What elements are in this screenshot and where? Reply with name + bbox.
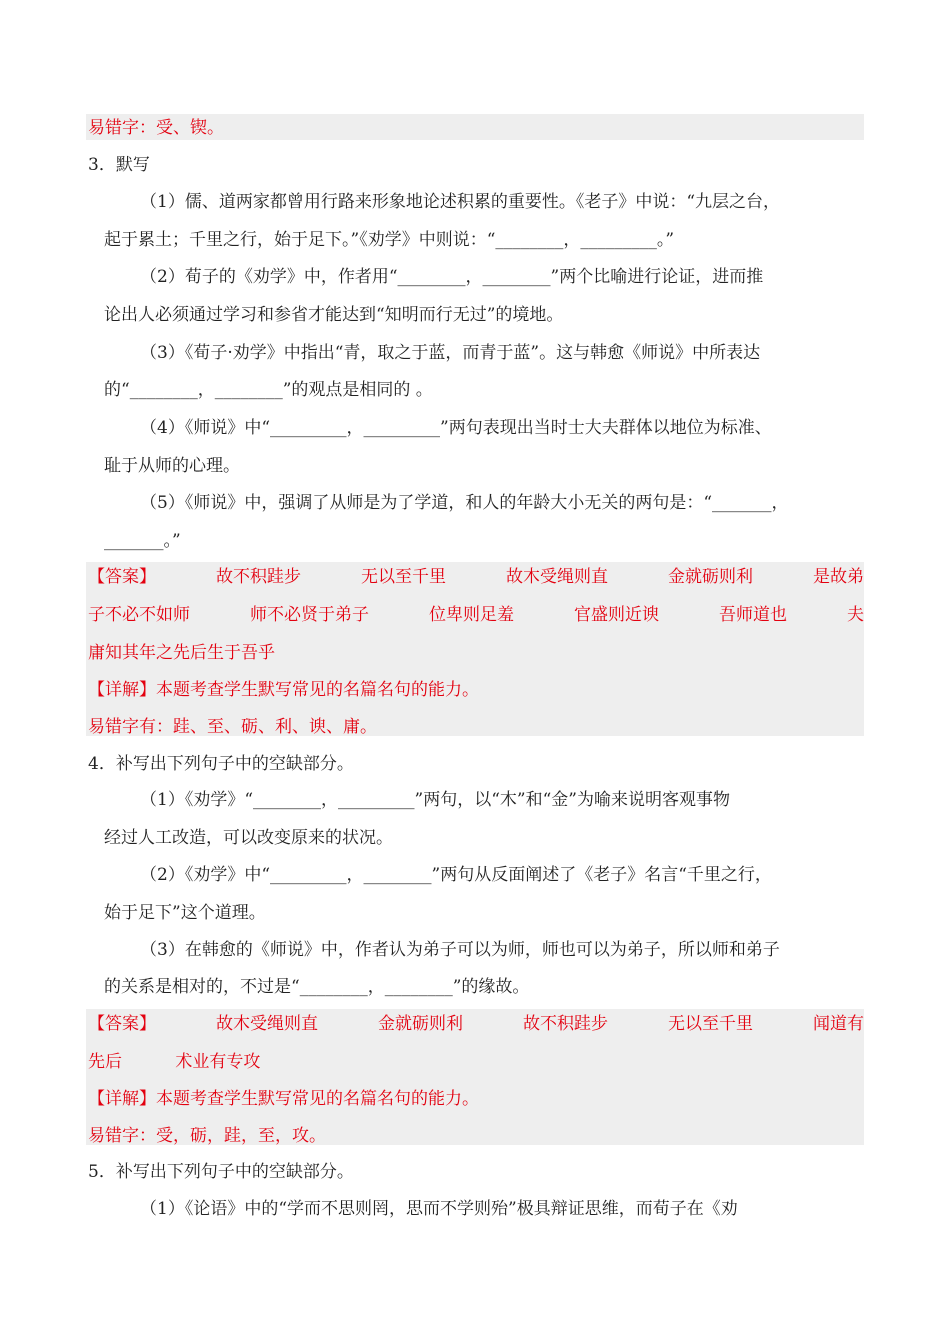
- answer-phrase: 是故弟: [813, 567, 864, 587]
- q3-item2-line2: 论出人必须通过学习和参省才能达到“知明而行无过”的境地。: [104, 305, 564, 325]
- q3-answer-line3: 庸知其年之先后生于吾乎: [88, 643, 275, 663]
- answer-phrase: 子不必不如师: [88, 605, 190, 625]
- q4-answer-line1: [88, 1012, 864, 1036]
- q4-item3-line2: 的关系是相对的，不过是“________，________”的缘故。: [104, 977, 530, 997]
- answer-phrase: 闻道有: [813, 1014, 864, 1034]
- q3-item4-line1: （4）《师说》中“_________，_________”两句表现出当时士大夫群体以地位为标准、: [140, 418, 772, 438]
- q4-item2-line2: 始于足下”这个道理。: [104, 903, 266, 923]
- q4-item1-line2: 经过人工改造，可以改变原来的状况。: [104, 828, 393, 848]
- q3-item5-line1: （5）《师说》中，强调了从师是为了学道，和人的年龄大小无关的两句是：“_______，: [140, 493, 789, 513]
- q5-title: 5．补写出下列句子中的空缺部分。: [88, 1162, 354, 1182]
- answer-phrase: 故木受绳则直: [216, 1014, 318, 1034]
- q3-item3-line2: 的“________，________”的观点是相同的 。: [104, 380, 433, 400]
- answer-phrase: 金就砺则利: [378, 1014, 463, 1034]
- answer-phrase: 先后: [88, 1052, 122, 1072]
- q3-typo: 易错字有：跬、至、砺、利、谀、庸。: [88, 717, 377, 737]
- answer-label: 【答案】: [88, 567, 156, 587]
- answer-phrase: 吾师道也: [719, 605, 787, 625]
- q4-answer-line2: [88, 1050, 260, 1074]
- answer-phrase: 位卑则足羞: [429, 605, 514, 625]
- q4-item1-line1: （1）《劝学》“________，_________”两句，以“木”和“金”为喻来说明客观事物: [140, 790, 730, 810]
- answer-phrase: 术业有专攻: [175, 1052, 261, 1072]
- q3-item5-line2: _______。”: [104, 531, 181, 551]
- answer-phrase: 夫: [847, 605, 864, 625]
- answer-phrase: 无以至千里: [668, 1014, 753, 1034]
- q3-item4-line2: 耻于从师的心理。: [104, 456, 240, 476]
- top-note-typo: 易错字：受、锲。: [88, 118, 224, 138]
- q3-title: 3．默写: [88, 155, 150, 175]
- answer-phrase: 师不必贤于弟子: [250, 605, 369, 625]
- q5-item1-line1: （1）《论语》中的“学而不思则罔，思而不学则殆”极具辩证思维，而荀子在《劝: [140, 1199, 738, 1219]
- q4-typo: 易错字：受，砺，跬，至，攻。: [88, 1126, 326, 1146]
- answer-phrase: 故不积跬步: [523, 1014, 608, 1034]
- answer-label: 【答案】: [88, 1014, 156, 1034]
- q3-item3-line1: （3）《荀子·劝学》中指出“青，取之于蓝，而青于蓝”。这与韩愈《师说》中所表达: [140, 343, 761, 363]
- q3-item1-line1: （1）儒、道两家都曾用行路来形象地论述积累的重要性。《老子》中说：“九层之台，: [140, 192, 781, 212]
- answer-phrase: 官盛则近谀: [574, 605, 659, 625]
- q4-item3-line1: （3）在韩愈的《师说》中，作者认为弟子可以为师，师也可以为弟子，所以师和弟子: [140, 940, 780, 960]
- q4-detail: 【详解】本题考查学生默写常见的名篇名句的能力。: [88, 1089, 479, 1109]
- q3-answer-line2: [88, 603, 864, 627]
- answer-phrase: 无以至千里: [361, 567, 446, 587]
- answer-phrase: 金就砺则利: [668, 567, 753, 587]
- q3-item1-line2: 起于累土；千里之行，始于足下。”《劝学》中则说：“________，_________。”: [104, 230, 675, 250]
- q3-detail: 【详解】本题考查学生默写常见的名篇名句的能力。: [88, 680, 479, 700]
- q3-item2-line1: （2）荀子的《劝学》中，作者用“________，________”两个比喻进行论证，进而推: [140, 267, 764, 287]
- q3-answer-line1: [88, 565, 864, 589]
- answer-phrase: 故木受绳则直: [506, 567, 608, 587]
- answer-phrase: 故不积跬步: [216, 567, 301, 587]
- q4-item2-line1: （2）《劝学》中“_________，________”两句从反面阐述了《老子》名言“千里之行，: [140, 865, 772, 885]
- q4-title: 4．补写出下列句子中的空缺部分。: [88, 754, 354, 774]
